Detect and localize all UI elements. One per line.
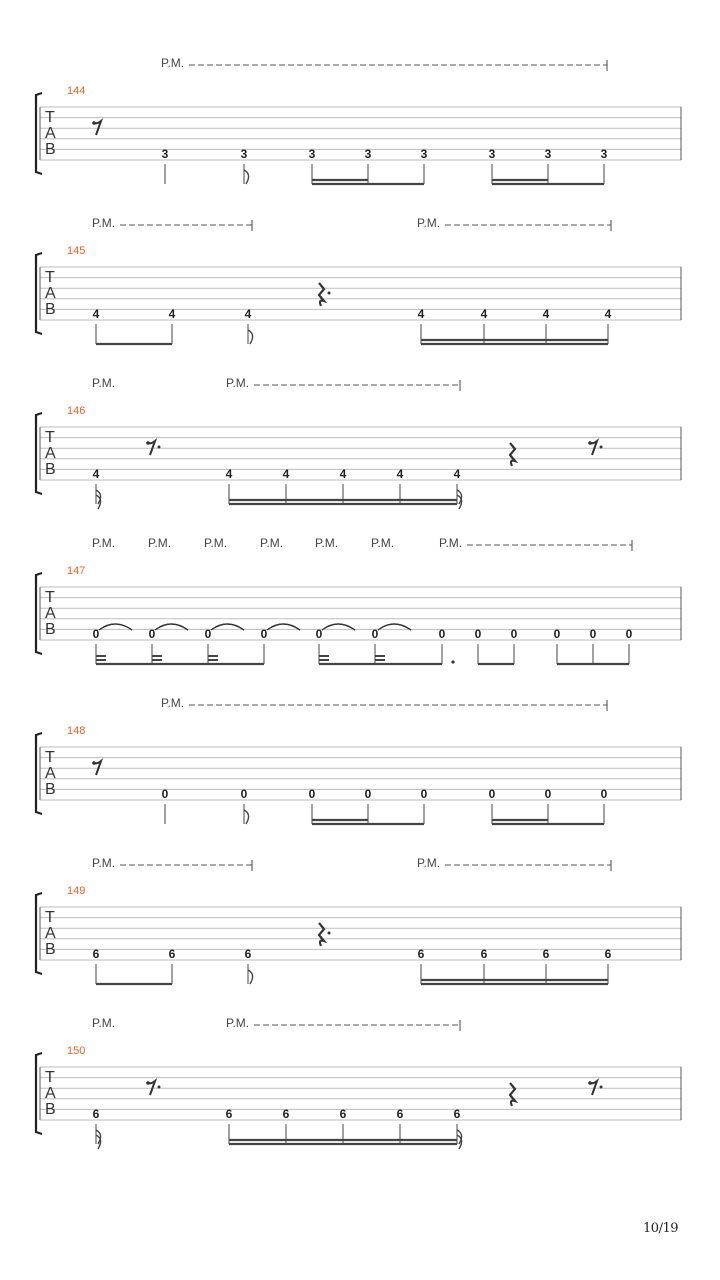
tab-clef-letter: A bbox=[45, 1085, 56, 1102]
fret-number: 0 bbox=[600, 787, 608, 801]
fret-number: 6 bbox=[225, 1107, 233, 1121]
fret-number: 6 bbox=[339, 1107, 347, 1121]
fret-number: 0 bbox=[510, 627, 518, 641]
system-bracket bbox=[36, 253, 42, 334]
page-number: 10/19 bbox=[643, 1221, 678, 1236]
fret-number: 3 bbox=[420, 147, 428, 161]
rest-head bbox=[588, 1081, 592, 1085]
fret-number: 3 bbox=[488, 147, 496, 161]
fret-number: 3 bbox=[600, 147, 608, 161]
rest-head bbox=[92, 121, 96, 125]
tab-clef-letter: B bbox=[45, 621, 56, 638]
system-bracket bbox=[36, 893, 42, 974]
quarter-rest bbox=[510, 443, 515, 466]
fret-number: 0 bbox=[625, 627, 633, 641]
fret-number: 4 bbox=[339, 467, 347, 481]
note-flag bbox=[248, 970, 253, 984]
fret-number: 0 bbox=[474, 627, 482, 641]
rest-dot bbox=[600, 446, 603, 449]
fret-number: 3 bbox=[161, 147, 169, 161]
fret-number: 6 bbox=[542, 947, 550, 961]
fret-number: 6 bbox=[396, 1107, 404, 1121]
palm-mute-label: P.M. bbox=[439, 536, 463, 550]
palm-mute-label: P.M. bbox=[204, 536, 228, 550]
tab-clef-letter: T bbox=[45, 269, 55, 286]
tab-clef-letter: A bbox=[45, 605, 56, 622]
fret-number: 0 bbox=[438, 627, 446, 641]
system-bracket bbox=[36, 413, 42, 494]
tab-clef-letter: B bbox=[45, 1101, 56, 1118]
measure-number: 149 bbox=[67, 885, 86, 897]
rest-head bbox=[588, 441, 592, 445]
fret-number: 4 bbox=[244, 307, 252, 321]
quarter-rest bbox=[319, 923, 324, 946]
palm-mute-label: P.M. bbox=[315, 536, 339, 550]
tab-system bbox=[36, 536, 681, 664]
fret-number: 0 bbox=[589, 627, 597, 641]
fret-number: 3 bbox=[308, 147, 316, 161]
fret-number: 4 bbox=[417, 307, 425, 321]
fret-number: 6 bbox=[92, 947, 100, 961]
tab-clef-letter: B bbox=[45, 141, 56, 158]
palm-mute-label: P.M. bbox=[226, 376, 250, 390]
note-flag bbox=[244, 810, 249, 824]
palm-mute-label: P.M. bbox=[226, 1016, 250, 1030]
palm-mute-label: P.M. bbox=[92, 536, 116, 550]
fret-number: 0 bbox=[315, 627, 323, 641]
tab-system bbox=[36, 216, 681, 344]
measure-number: 146 bbox=[67, 405, 86, 417]
fret-number: 6 bbox=[604, 947, 612, 961]
palm-mute-label: P.M. bbox=[92, 376, 116, 390]
fret-number: 0 bbox=[364, 787, 372, 801]
measure-number: 147 bbox=[67, 565, 86, 577]
fret-number: 0 bbox=[92, 627, 100, 641]
tab-clef-letter: T bbox=[45, 589, 55, 606]
palm-mute-label: P.M. bbox=[92, 856, 116, 870]
fret-number: 4 bbox=[542, 307, 550, 321]
rest-dot bbox=[328, 932, 331, 935]
rest-dot bbox=[158, 1086, 161, 1089]
fret-number: 6 bbox=[92, 1107, 100, 1121]
tab-system bbox=[36, 376, 681, 509]
rest-dot bbox=[328, 292, 331, 295]
fret-number: 4 bbox=[282, 467, 290, 481]
palm-mute-label: P.M. bbox=[417, 216, 441, 230]
fret-number: 4 bbox=[92, 307, 100, 321]
note-flag bbox=[248, 330, 253, 344]
palm-mute-label: P.M. bbox=[417, 856, 441, 870]
rest-dot bbox=[600, 1086, 603, 1089]
fret-number: 0 bbox=[371, 627, 379, 641]
fret-number: 4 bbox=[604, 307, 612, 321]
tab-clef-letter: A bbox=[45, 445, 56, 462]
fret-number: 4 bbox=[92, 467, 100, 481]
tab-clef-letter: T bbox=[45, 1069, 55, 1086]
fret-number: 6 bbox=[282, 1107, 290, 1121]
tab-system bbox=[36, 1016, 681, 1149]
fret-number: 0 bbox=[260, 627, 268, 641]
fret-number: 0 bbox=[544, 787, 552, 801]
tab-clef-letter: T bbox=[45, 749, 55, 766]
fret-number: 4 bbox=[480, 307, 488, 321]
rest-head bbox=[146, 1081, 150, 1085]
tab-system bbox=[36, 56, 681, 184]
fret-number: 0 bbox=[161, 787, 169, 801]
rest-dot bbox=[158, 446, 161, 449]
quarter-rest bbox=[319, 283, 324, 306]
palm-mute-label: P.M. bbox=[92, 1016, 116, 1030]
system-bracket bbox=[36, 733, 42, 814]
fret-number: 3 bbox=[544, 147, 552, 161]
tab-clef-letter: B bbox=[45, 301, 56, 318]
measure-number: 148 bbox=[67, 725, 86, 737]
tab-clef-letter: A bbox=[45, 285, 56, 302]
fret-number: 6 bbox=[417, 947, 425, 961]
fret-number: 3 bbox=[364, 147, 372, 161]
tab-clef-letter: A bbox=[45, 925, 56, 942]
fret-number: 0 bbox=[488, 787, 496, 801]
fret-number: 6 bbox=[168, 947, 176, 961]
palm-mute-label: P.M. bbox=[161, 696, 185, 710]
fret-number: 4 bbox=[225, 467, 233, 481]
rest-head bbox=[146, 441, 150, 445]
tab-system bbox=[36, 856, 681, 984]
tab-clef-letter: B bbox=[45, 461, 56, 478]
tab-clef-letter: T bbox=[45, 429, 55, 446]
tab-clef-letter: B bbox=[45, 941, 56, 958]
fret-number: 4 bbox=[396, 467, 404, 481]
fret-number: 6 bbox=[244, 947, 252, 961]
fret-number: 6 bbox=[480, 947, 488, 961]
measure-number: 145 bbox=[67, 245, 86, 257]
tab-clef-letter: B bbox=[45, 781, 56, 798]
tab-clef-letter: A bbox=[45, 125, 56, 142]
palm-mute-label: P.M. bbox=[371, 536, 395, 550]
fret-number: 6 bbox=[453, 1107, 461, 1121]
palm-mute-label: P.M. bbox=[260, 536, 284, 550]
tab-system bbox=[36, 696, 681, 824]
palm-mute-label: P.M. bbox=[148, 536, 172, 550]
palm-mute-label: P.M. bbox=[161, 56, 185, 70]
palm-mute-label: P.M. bbox=[92, 216, 116, 230]
system-bracket bbox=[36, 1053, 42, 1134]
measure-number: 150 bbox=[67, 1045, 86, 1057]
note-flag bbox=[244, 170, 249, 184]
fret-number: 0 bbox=[553, 627, 561, 641]
measure-number: 144 bbox=[67, 85, 86, 97]
system-bracket bbox=[36, 573, 42, 654]
quarter-rest bbox=[510, 1083, 515, 1106]
fret-number: 0 bbox=[308, 787, 316, 801]
fret-number: 0 bbox=[240, 787, 248, 801]
fret-number: 0 bbox=[420, 787, 428, 801]
fret-number: 4 bbox=[168, 307, 176, 321]
fret-number: 0 bbox=[204, 627, 212, 641]
note-dot bbox=[451, 660, 454, 663]
fret-number: 0 bbox=[148, 627, 156, 641]
fret-number: 4 bbox=[453, 467, 461, 481]
rest-head bbox=[92, 761, 96, 765]
tab-clef-letter: A bbox=[45, 765, 56, 782]
fret-number: 3 bbox=[240, 147, 248, 161]
tab-clef-letter: T bbox=[45, 909, 55, 926]
system-bracket bbox=[36, 93, 42, 174]
tab-clef-letter: T bbox=[45, 109, 55, 126]
